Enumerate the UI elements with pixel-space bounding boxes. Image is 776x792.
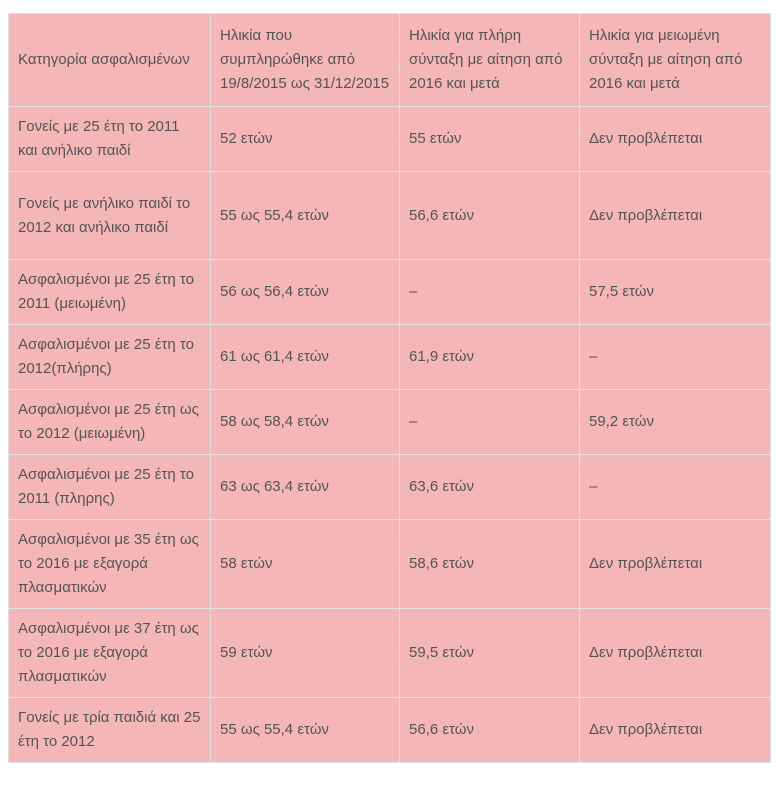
cell-full-pension: – [400,390,580,455]
cell-age-2015: 58 ετών [211,520,400,609]
header-age-full-pension: Ηλικία για πλήρη σύνταξη με αίτηση από 2016 και μετά [400,14,580,107]
table-row [9,325,771,390]
table-row [9,520,771,609]
cell-category: Ασφαλισμένοι με 25 έτη το 2011 (μειωμένη) [9,260,211,325]
cell-category: Γονείς με τρία παιδιά και 25 έτη το 2012 [9,698,211,763]
cell-full-pension: 55 ετών [400,107,580,172]
table-row [9,455,771,520]
cell-reduced-pension: 59,2 ετών [580,390,771,455]
cell-reduced-pension: Δεν προβλέπεται [580,172,771,260]
cell-full-pension: 56,6 ετών [400,698,580,763]
cell-full-pension: 61,9 ετών [400,325,580,390]
cell-category: Γονείς με ανήλικο παιδί το 2012 και ανήλικο παιδί [9,172,211,260]
cell-full-pension: 56,6 ετών [400,172,580,260]
table-row [9,260,771,325]
cell-full-pension: 59,5 ετών [400,609,580,698]
cell-age-2015: 63 ως 63,4 ετών [211,455,400,520]
cell-age-2015: 61 ως 61,4 ετών [211,325,400,390]
header-insured-category: Κατηγορία ασφαλισμένων [9,14,211,107]
table-row [9,698,771,763]
cell-category: Ασφαλισμένοι με 25 έτη το 2011 (πληρης) [9,455,211,520]
pension-age-table-container [8,13,771,763]
cell-reduced-pension: – [580,455,771,520]
cell-reduced-pension: 57,5 ετών [580,260,771,325]
table-row [9,390,771,455]
table-row [9,172,771,260]
cell-reduced-pension: Δεν προβλέπεται [580,609,771,698]
cell-age-2015: 56 ως 56,4 ετών [211,260,400,325]
cell-category: Ασφαλισμένοι με 35 έτη ως το 2016 με εξαγορά πλασματικών [9,520,211,609]
table-header-row [9,14,771,107]
table-row [9,107,771,172]
cell-age-2015: 55 ως 55,4 ετών [211,172,400,260]
cell-category: Ασφαλισμένοι με 25 έτη ως το 2012 (μειωμένη) [9,390,211,455]
cell-age-2015: 52 ετών [211,107,400,172]
cell-age-2015: 55 ως 55,4 ετών [211,698,400,763]
cell-age-2015: 58 ως 58,4 ετών [211,390,400,455]
table-row [9,609,771,698]
cell-category: Ασφαλισμένοι με 25 έτη το 2012(πλήρης) [9,325,211,390]
pension-age-table [8,13,771,763]
cell-full-pension: – [400,260,580,325]
cell-category: Ασφαλισμένοι με 37 έτη ως το 2016 με εξαγορά πλασματικών [9,609,211,698]
cell-category: Γονείς με 25 έτη το 2011 και ανήλικο παιδί [9,107,211,172]
cell-reduced-pension: – [580,325,771,390]
cell-age-2015: 59 ετών [211,609,400,698]
cell-full-pension: 58,6 ετών [400,520,580,609]
cell-reduced-pension: Δεν προβλέπεται [580,520,771,609]
cell-full-pension: 63,6 ετών [400,455,580,520]
cell-reduced-pension: Δεν προβλέπεται [580,107,771,172]
cell-reduced-pension: Δεν προβλέπεται [580,698,771,763]
header-age-2015: Ηλικία που συμπληρώθηκε από 19/8/2015 ως 31/12/2015 [211,14,400,107]
header-age-reduced-pension: Ηλικία για μειωμένη σύνταξη με αίτηση από 2016 και μετά [580,14,771,107]
